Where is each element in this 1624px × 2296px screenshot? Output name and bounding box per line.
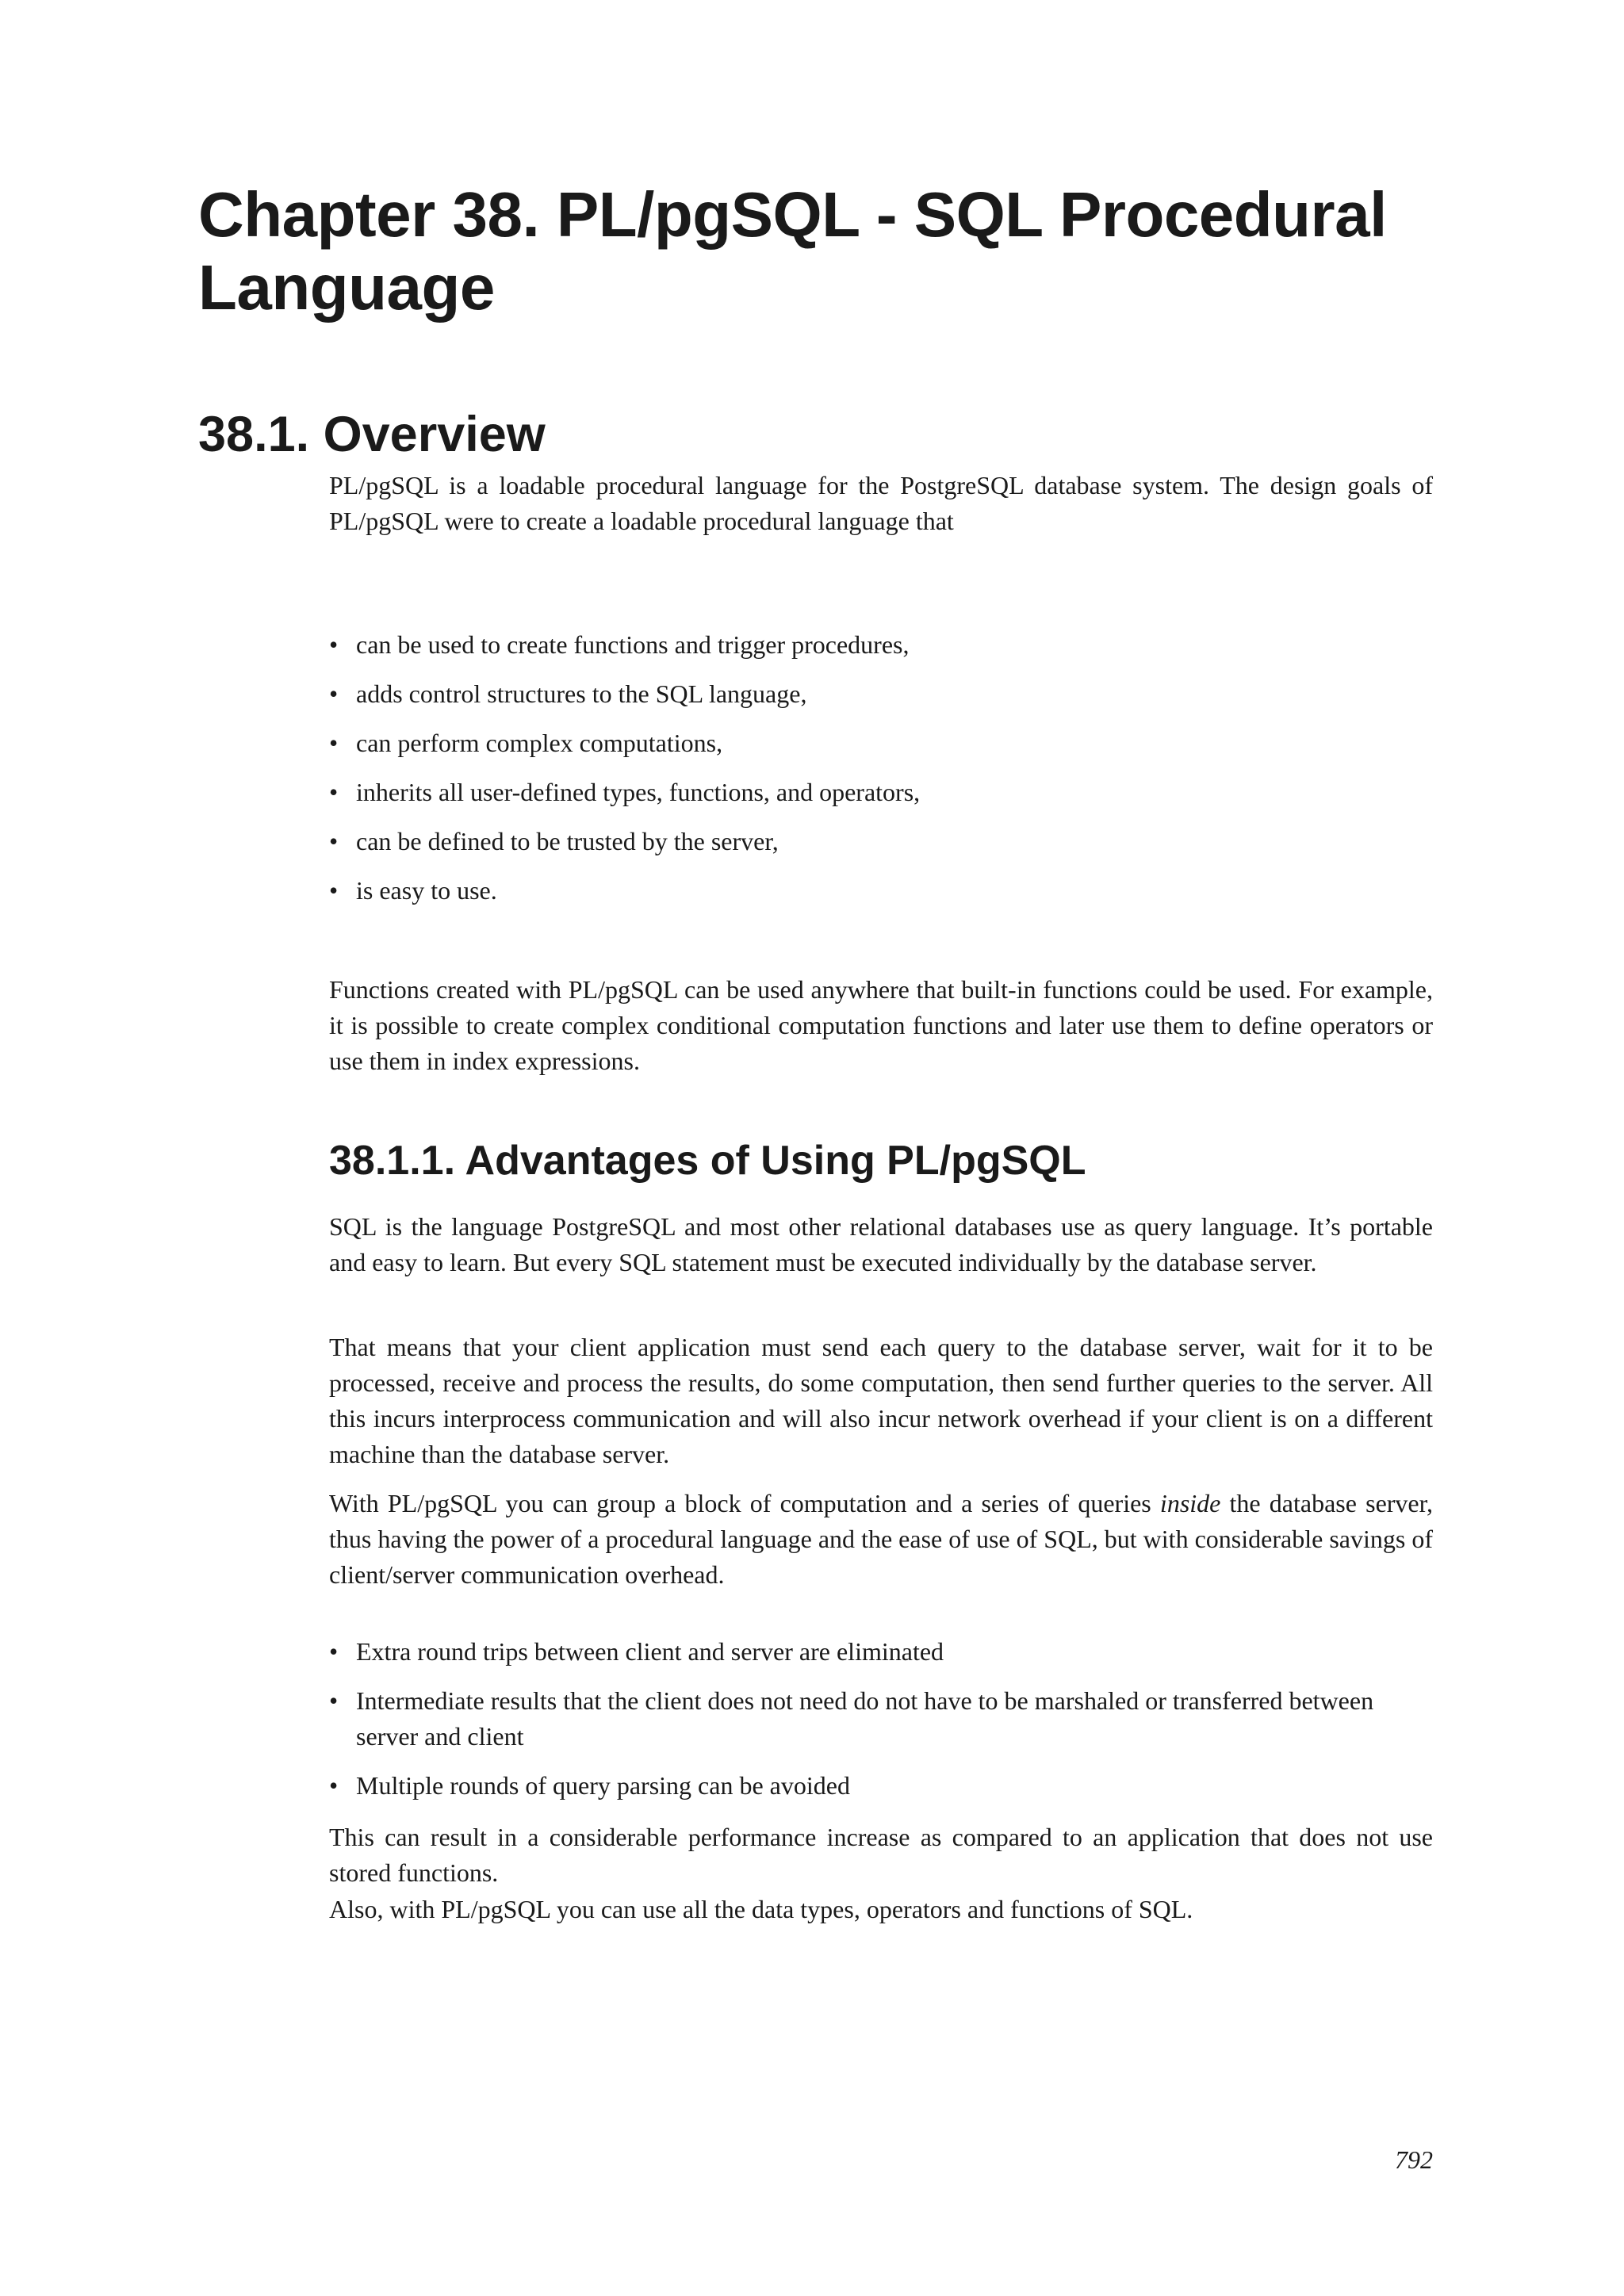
- bullet-icon: •: [329, 1686, 339, 1715]
- page-number: 792: [1395, 2145, 1433, 2174]
- bullet-icon: •: [329, 1637, 339, 1666]
- list-item: • can perform complex computations,: [329, 725, 1433, 761]
- bullet-icon: •: [329, 630, 339, 659]
- list-item: • adds control structures to the SQL language,: [329, 676, 1433, 712]
- functions-usage-paragraph: Functions created with PL/pgSQL can be used anywhere that built-in functions could be used. For example, it is possible to create complex conditional computation functions and later use them to define operators or use them in index expressions.: [329, 975, 1433, 1075]
- data-types-paragraph: Also, with PL/pgSQL you can use all the data types, operators and functions of SQL.: [329, 1895, 1193, 1923]
- benefits-list: [329, 1634, 1433, 1817]
- subsection-title: 38.1.1. Advantages of Using PL/pgSQL: [329, 1138, 1086, 1184]
- bullet-icon: •: [329, 679, 339, 708]
- bullet-icon: •: [329, 729, 339, 757]
- list-item: • Intermediate results that the client does not need do not have to be marshaled or transferred between server and client: [329, 1683, 1433, 1755]
- bullet-icon: •: [329, 876, 339, 905]
- chapter-title: Chapter 38. PL/pgSQL - SQL Procedural Language: [198, 179, 1387, 323]
- list-item: • is easy to use.: [329, 873, 1433, 909]
- bullet-icon: •: [329, 1771, 339, 1800]
- emphasis-inside: inside: [1159, 1489, 1221, 1517]
- list-item: • Multiple rounds of query parsing can be avoided: [329, 1768, 1433, 1804]
- section-title: 38.1. Overview: [198, 407, 546, 462]
- list-item: • can be defined to be trusted by the server,: [329, 824, 1433, 859]
- sql-language-paragraph: SQL is the language PostgreSQL and most other relational databases use as query language. It’s portable and easy to learn. But every SQL statement must be executed individually by the database server.: [329, 1212, 1433, 1276]
- design-goals-list: [329, 627, 1433, 922]
- overview-intro-paragraph: PL/pgSQL is a loadable procedural language for the PostgreSQL database system. The design goals of PL/pgSQL were to create a loadable procedural language that: [329, 471, 1433, 535]
- performance-paragraph: This can result in a considerable performance increase as compared to an application that does not use stored functions.: [329, 1823, 1433, 1887]
- bullet-icon: •: [329, 778, 339, 806]
- bullet-icon: •: [329, 827, 339, 855]
- list-item: • can be used to create functions and trigger procedures,: [329, 627, 1433, 663]
- grouping-paragraph: With PL/pgSQL you can group a block of computation and a series of queries inside the database server, thus having the power of a procedural language and the ease of use of SQL, but with considerable savings of client/server communication overhead.: [329, 1489, 1434, 1589]
- list-item: • inherits all user-defined types, functions, and operators,: [329, 775, 1433, 810]
- client-server-paragraph: That means that your client application must send each query to the database server, wait for it to be processed, receive and process the results, do some computation, then send further queries to the server. All this incurs interprocess communication and will also incur network overhead if your client is on a different machine than the database server.: [329, 1333, 1433, 1468]
- list-item: • Extra round trips between client and server are eliminated: [329, 1634, 1433, 1670]
